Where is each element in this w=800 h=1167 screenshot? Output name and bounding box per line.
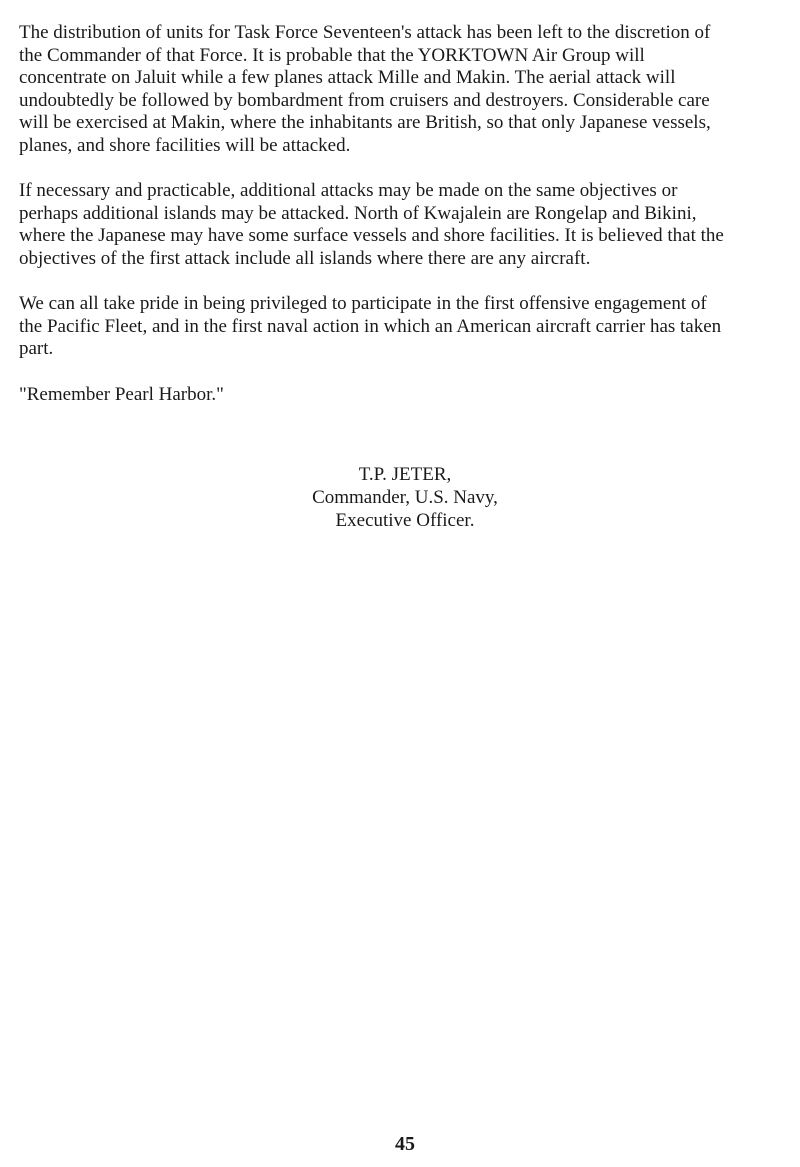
paragraph-remember-pearl-harbor: "Remember Pearl Harbor." [19,383,224,405]
page-number: 45 [395,1133,415,1155]
paragraph-additional-attacks: If necessary and practicable, additional attacks may be made on the same objectives or perhaps additional islands may be attacked. North of Kwajalein are Rongelap and Bikini, where the Japanese may have some surface vessels and shore facilities. It is believed that the objectives of the first attack include all islands where there are any aircraft. [19,180,724,269]
signature-block [250,463,560,532]
paragraph-pride: We can all take pride in being privileged to participate in the first offensive engagement of the Pacific Fleet, and in the first naval action in which an American aircraft carrier has taken part. [19,293,722,359]
signature-rank: Commander, U.S. Navy, [312,487,498,508]
signature-title: Executive Officer. [335,510,475,531]
paragraph-task-force-distribution: The distribution of units for Task Force Seventeen's attack has been left to the discretion of the Commander of that Force. It is probable that the YORKTOWN Air Group will concentrate on Jaluit while a few planes attack Mille and Makin. The aerial attack will undoubtedly be followed by bombardment from cruisers and destroyers. Considerable care will be exercised at Makin, where the inhabitants are British, so that only Japanese vessels, planes, and shore facilities will be attacked. [19,22,711,156]
document-body [19,22,794,429]
signature-name: T.P. JETER, [358,464,452,485]
